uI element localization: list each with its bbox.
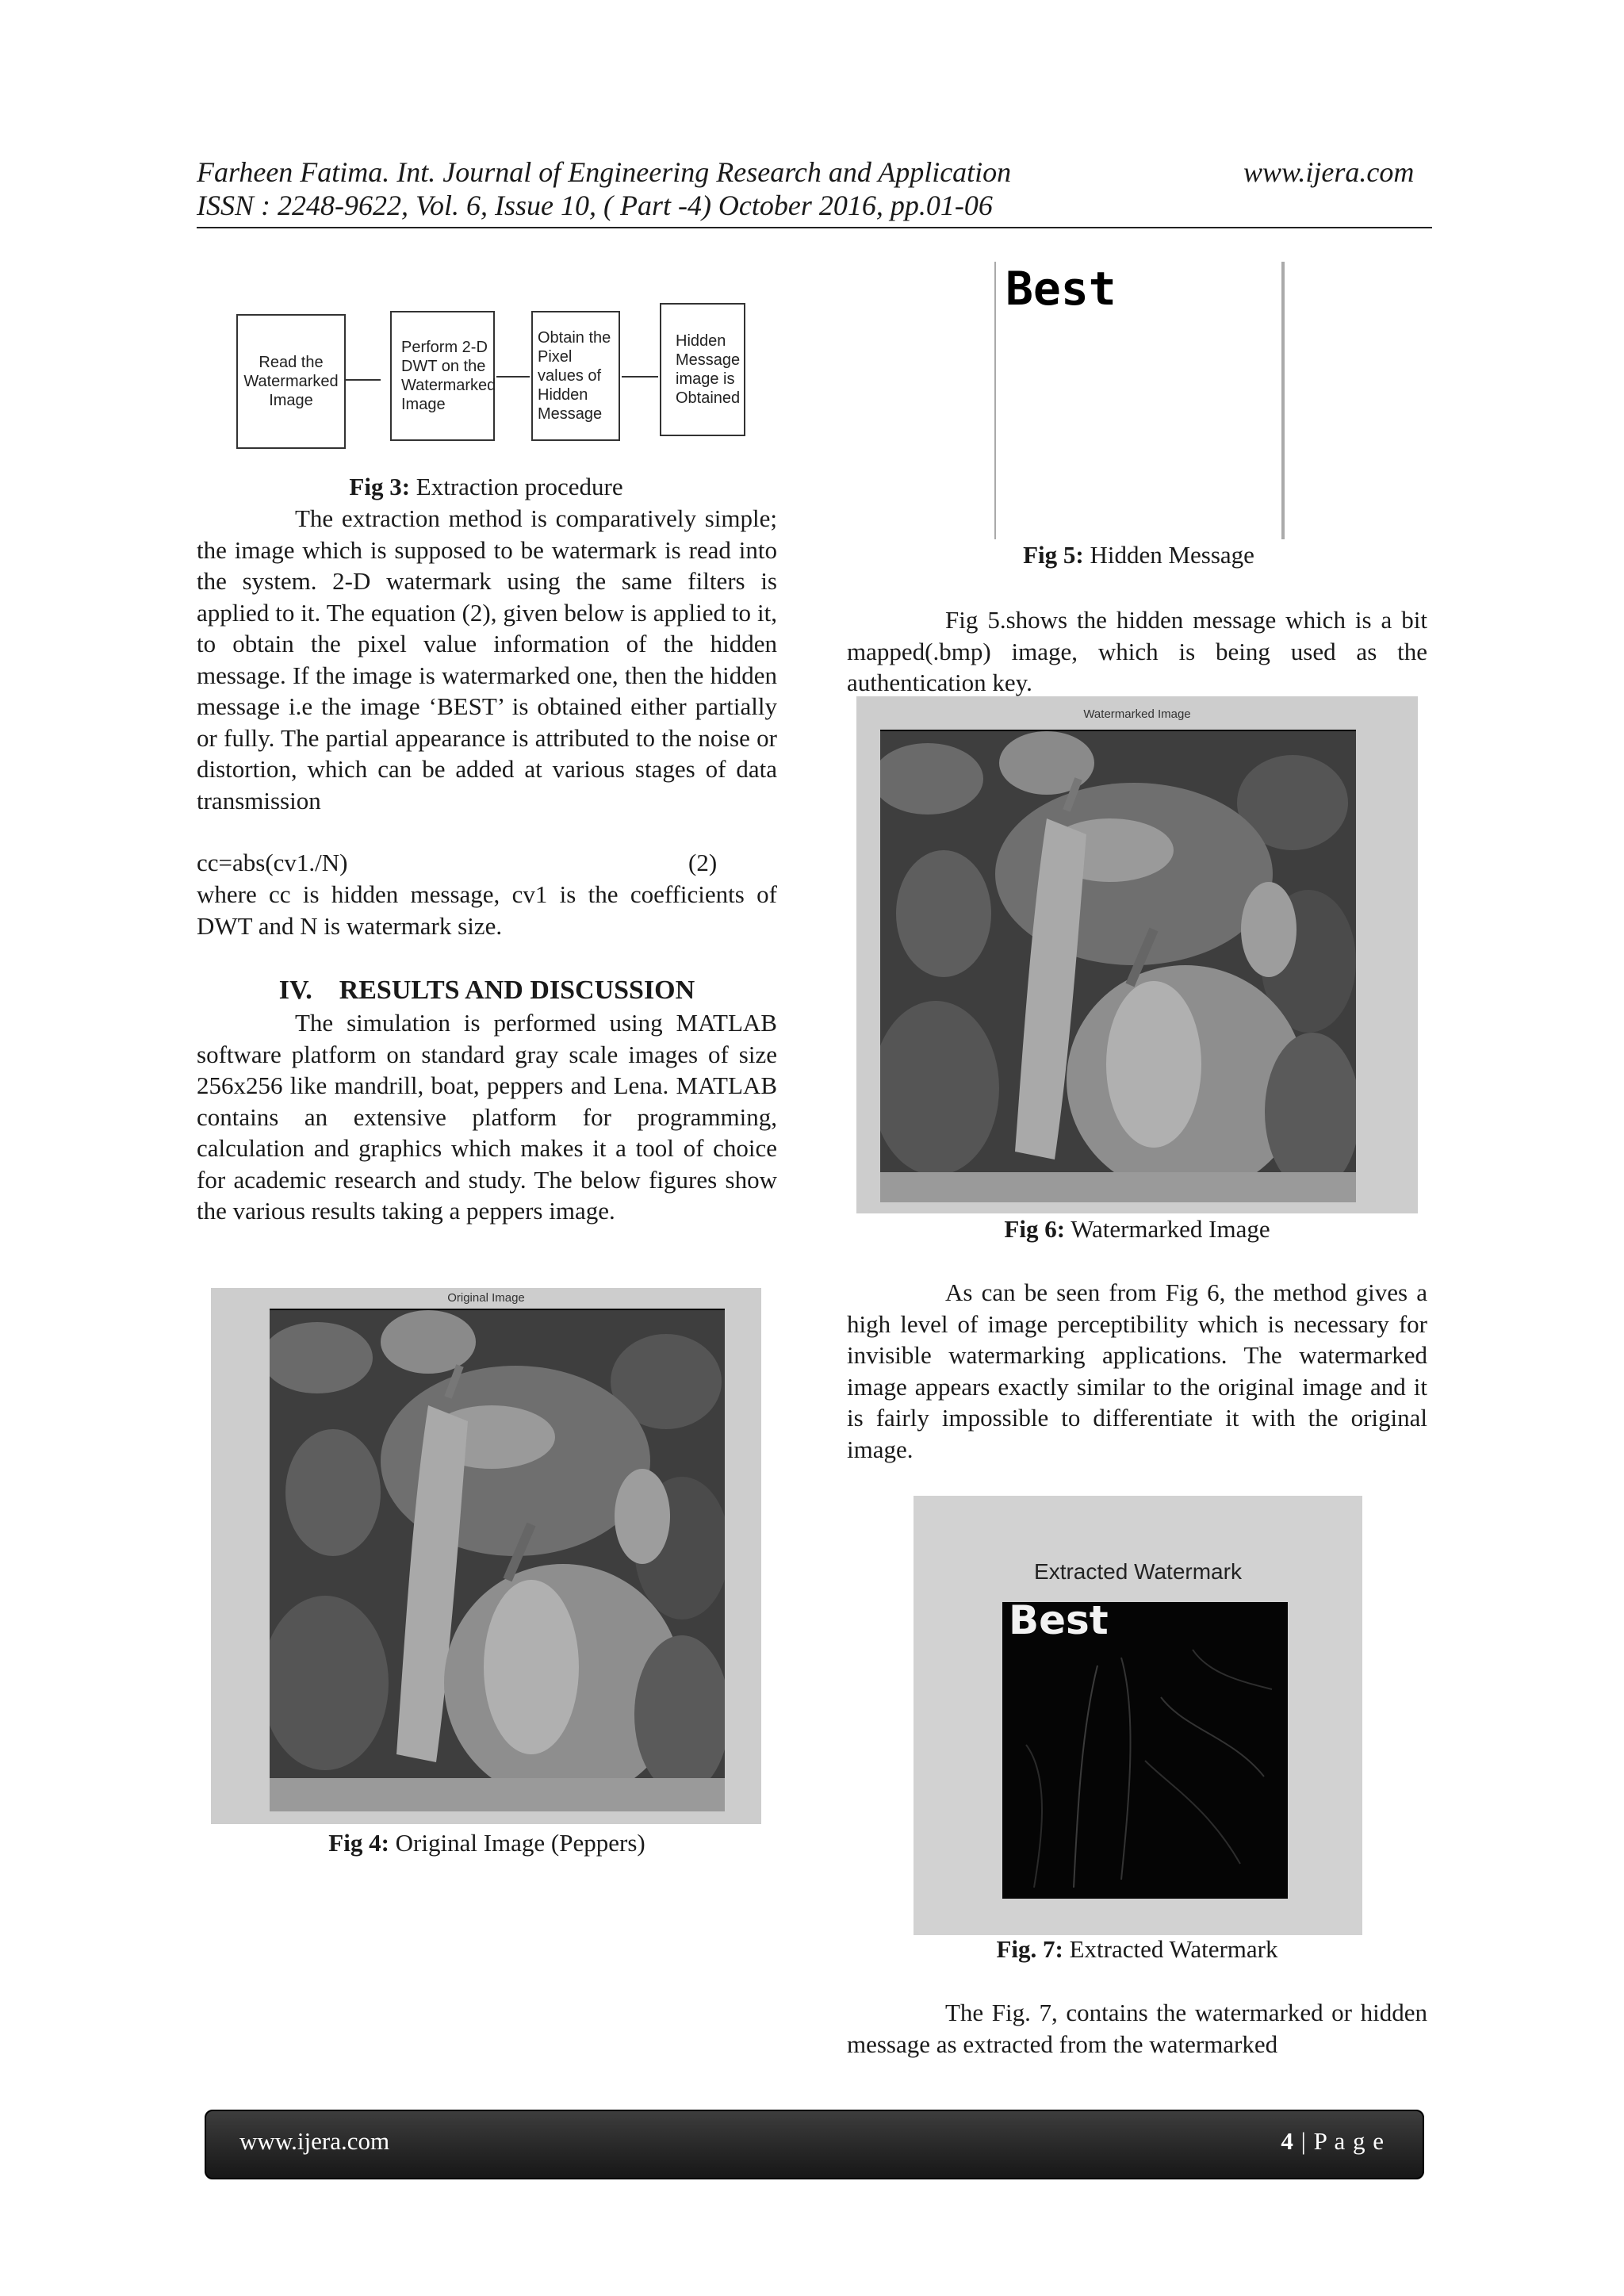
running-header-website[interactable]: www.ijera.com (1243, 156, 1415, 188)
flow-connector (496, 376, 530, 378)
page-footer (205, 2110, 1424, 2179)
flow-step-obtained: Hidden Message image is Obtained (660, 303, 745, 436)
fig5-caption: Fig 5: Hidden Message (1023, 541, 1254, 569)
fig4-original-image-panel (211, 1288, 761, 1824)
flow-step-pixels: Obtain the Pixel values of Hidden Message (531, 311, 620, 441)
flow-step-read: Read the Watermarked Image (236, 314, 346, 449)
footer-website[interactable]: www.ijera.com (239, 2127, 390, 2155)
page-number: 4 (1281, 2127, 1294, 2155)
hidden-message-text: Best (1005, 262, 1116, 316)
extracted-watermark-text: Best (1009, 1602, 1109, 1643)
extraction-flowchart (230, 300, 753, 450)
peppers-watermarked-illustration (880, 731, 1356, 1202)
flow-step-dwt: Perform 2-D DWT on the Watermarked Image (390, 311, 495, 441)
flow-connector (344, 379, 381, 381)
fig7-plot-title: Extracted Watermark (1034, 1559, 1242, 1584)
fig5-description: Fig 5.shows the hidden message which is a bit mapped(.bmp) image, which is being used as the authentication key. (847, 606, 1427, 696)
equation-explanation: where cc is hidden message, cv1 is the coefficients of DWT and N is watermark size. (197, 880, 777, 940)
peppers-watermarked-image (880, 730, 1356, 1202)
fig7-discussion: The Fig. 7, contains the watermarked or hidden message as extracted from the watermarked (847, 1999, 1427, 2058)
page-label: | P a g e (1293, 2127, 1385, 2155)
fig6-plot-title: Watermarked Image (1083, 707, 1191, 721)
equation-text: cc=abs(cv1./N) (197, 849, 348, 876)
peppers-illustration (270, 1310, 725, 1811)
fig5-hidden-message-image (994, 262, 1285, 539)
extracted-noise-edges (1002, 1602, 1288, 1899)
extracted-watermark-image (1002, 1602, 1288, 1899)
fig7-caption: Fig. 7: Extracted Watermark (996, 1935, 1278, 1963)
fig6-watermarked-image-panel (856, 696, 1418, 1213)
running-header-citation: Farheen Fatima. Int. Journal of Engineering Research and Application (197, 156, 1012, 188)
section-heading-results: IV. RESULTS AND DISCUSSION (278, 976, 695, 1005)
footer-page (1281, 2127, 1385, 2156)
results-paragraph: The simulation is performed using MATLAB software platform on standard gray scale images of size 256x256 like mandrill, boat, peppers and Lena. MATLAB contains an extensive platform for programming, calculation and graphics which makes it a tool of choice for academic research and study. The below figures show the various results taking a peppers image. (197, 1009, 777, 1225)
fig4-plot-title: Original Image (447, 1291, 525, 1305)
running-header-issn: ISSN : 2248-9622, Vol. 6, Issue 10, ( Part -4) October 2016, pp.01-06 (197, 190, 993, 221)
equation-2 (197, 847, 777, 879)
fig3-caption: Fig 3: Extraction procedure (349, 473, 623, 500)
fig6-discussion: As can be seen from Fig 6, the method gives a high level of image perceptibility which is necessary for invisible watermarking applications. The watermarked image appears exactly similar to the original image and it is fairly impossible to differentiate it with the original image. (847, 1278, 1427, 1463)
fig7-extracted-watermark-panel (914, 1496, 1362, 1935)
extraction-paragraph: The extraction method is comparatively simple; the image which is supposed to be watermark is read into the system. 2-D watermark using the same filters is applied to it. The equation (2), given below is applied to it, to obtain the pixel value information of the hidden message. If the image is watermarked one, then the hidden message i.e the image ‘BEST’ is obtained either partially or fully. The partial appearance is attributed to the noise or distortion, which can be added at various stages of data transmission (197, 504, 777, 815)
fig6-caption: Fig 6: Watermarked Image (1004, 1215, 1270, 1243)
flow-connector (622, 376, 658, 378)
header-rule (197, 227, 1432, 228)
equation-number: (2) (688, 849, 718, 876)
peppers-original-image (270, 1309, 725, 1811)
fig4-caption: Fig 4: Original Image (Peppers) (328, 1829, 645, 1857)
